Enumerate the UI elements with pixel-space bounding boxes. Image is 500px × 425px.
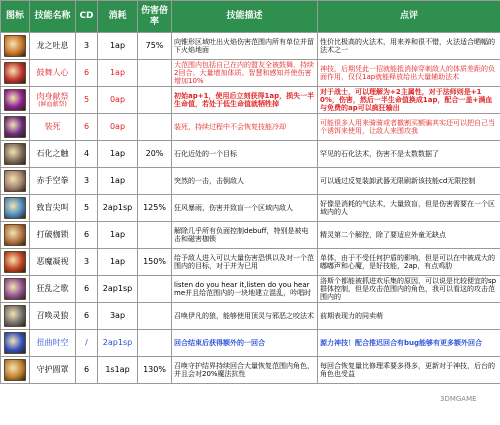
skill-name: 扭曲时空 <box>36 338 69 347</box>
col-cd-header: CD <box>76 1 98 33</box>
skill-description: 狂风暴雨，伤害并致盲一个区域内敌人 <box>172 195 318 222</box>
skill-description: 石化近处的一个目标 <box>172 141 318 168</box>
skill-multiplier: 20% <box>138 141 172 168</box>
skill-cd: 6 <box>76 60 98 87</box>
skill-icon <box>4 251 26 273</box>
skill-comment: 可能很多人用来骑骑或者撤割买额骗其实还可以把自己当个诱饵来使用，让敌人来围攻我 <box>318 114 500 141</box>
table-row <box>1 249 500 276</box>
skill-name-cell <box>30 114 76 141</box>
skill-icon-cell <box>1 114 30 141</box>
col-name-header: 技能名称 <box>30 1 76 33</box>
skill-comment: 精灵第二个解控，除了要适应外童无缺点 <box>318 222 500 249</box>
skill-icon-cell <box>1 87 30 114</box>
skill-cd: 6 <box>76 222 98 249</box>
col-comment-header: 点评 <box>318 1 500 33</box>
table-row <box>1 357 500 384</box>
skill-cd: 6 <box>76 276 98 303</box>
skill-cd: 5 <box>76 87 98 114</box>
skill-multiplier <box>138 168 172 195</box>
table-row <box>1 195 500 222</box>
watermark: 3DMGAME <box>440 395 477 403</box>
skill-cost: 1ap <box>98 222 138 249</box>
skill-description: 突然的一击，击倒敌人 <box>172 168 318 195</box>
skill-comment: 前期表现力的同卖萌 <box>318 303 500 330</box>
skill-name-cell <box>30 60 76 87</box>
skill-multiplier: 130% <box>138 357 172 384</box>
skill-cost: 1ap <box>98 249 138 276</box>
skill-description: 解除几乎所有负面控制debuff，特别是被电击和磁害枷锁 <box>172 222 318 249</box>
skill-name-cell <box>30 141 76 168</box>
skill-multiplier <box>138 60 172 87</box>
skill-icon-cell <box>1 60 30 87</box>
table-row <box>1 222 500 249</box>
skill-cd: 6 <box>76 114 98 141</box>
skill-name-cell <box>30 303 76 330</box>
skill-icon-cell <box>1 222 30 249</box>
skill-multiplier <box>138 276 172 303</box>
skill-cost: 2ap1sp <box>98 330 138 357</box>
skill-cd: 3 <box>76 249 98 276</box>
skill-name: 狂乱之歌 <box>36 284 69 293</box>
skill-name-cell <box>30 168 76 195</box>
skill-cd: / <box>76 330 98 357</box>
skill-comment: 源力神技！配合推迟回合有bug能够有更多额外回合 <box>318 330 500 357</box>
skill-alt-name: (鲜血献祭) <box>38 100 67 108</box>
skill-cd: 4 <box>76 141 98 168</box>
skill-name: 召唤灵狼 <box>36 311 69 320</box>
skill-cost: 1ap <box>98 141 138 168</box>
table-row <box>1 276 500 303</box>
skill-name-cell <box>30 330 76 357</box>
skill-comment: 好像是消耗的气法术，大量致盲，但是伤害需要在一个区域内的人 <box>318 195 500 222</box>
skill-comment: 神技，后期凭此一招就能抵消掉穿刺敌人的体质差距的负面作用，仅仅1ap就能释放给出大量辅助法术 <box>318 60 500 87</box>
skill-name-cell <box>30 87 76 114</box>
skill-name: 致盲尖叫 <box>36 203 69 212</box>
skill-comment: 性价比极高的火法术，用来养和很不错，火法适合晒幅的法术之一 <box>318 33 500 60</box>
skill-multiplier <box>138 222 172 249</box>
skill-name: 装死 <box>44 122 61 131</box>
table-row <box>1 87 500 114</box>
skill-icon <box>4 305 26 327</box>
skill-icon-cell <box>1 276 30 303</box>
skill-cost: 2ap1sp <box>98 276 138 303</box>
skill-name-cell <box>30 195 76 222</box>
skill-multiplier: 125% <box>138 195 172 222</box>
skill-name-cell <box>30 357 76 384</box>
skill-description: 给予敌人进入可以大量伤害恐惧以及对一个范围内的目标，对于并为已用 <box>172 249 318 276</box>
table-row <box>1 303 500 330</box>
skill-icon-cell <box>1 168 30 195</box>
skill-icon-cell <box>1 141 30 168</box>
skill-multiplier: 150% <box>138 249 172 276</box>
skill-icon <box>4 170 26 192</box>
skill-cd: 3 <box>76 33 98 60</box>
skill-name-cell <box>30 276 76 303</box>
skill-icon <box>4 35 26 57</box>
skill-name-cell <box>30 33 76 60</box>
skill-description: 大范围内包括自己在内的盟友全被鼓舞，持续2回合。大量增加体质、智慧和感知并使伤害增加10% <box>172 60 318 87</box>
skill-icon <box>4 143 26 165</box>
skill-multiplier: 75% <box>138 33 172 60</box>
skill-multiplier <box>138 87 172 114</box>
skill-icon-cell <box>1 249 30 276</box>
skill-name: 鼓舞人心 <box>36 68 69 77</box>
skill-cost: 1s1ap <box>98 357 138 384</box>
skill-icon-cell <box>1 33 30 60</box>
skill-icon-cell <box>1 303 30 330</box>
skill-icon <box>4 197 26 219</box>
skill-cost: 1ap <box>98 60 138 87</box>
skill-cost: 0ap <box>98 87 138 114</box>
skill-name: 石化之触 <box>36 149 69 158</box>
skill-name-cell <box>30 222 76 249</box>
skill-comment: 可以通过反复装卸武器无限刷新该技能cd无限控制 <box>318 168 500 195</box>
skill-icon <box>4 332 26 354</box>
skill-description: listen do you hear it,listen do you hear me并且给范围内的一块地建立混乱，吟唱时 <box>172 276 318 303</box>
skill-description: 召唤伊凡的狼，能够使用顶灵与邪恶之咬法术 <box>172 303 318 330</box>
skill-icon-cell <box>1 330 30 357</box>
skill-icon <box>4 278 26 300</box>
skill-icon-cell <box>1 195 30 222</box>
skill-description: 初始ap+1，使用后立刻获得1ap，损失一半生命值，若处于低生命值就牺牲掉 <box>172 87 318 114</box>
skill-comment: 洛斯个都能被抓进欢乐集的原因，可以说是比较便宜的sp群体控制，但是攻击范围内的角色，我可以看这的攻击范围内的 <box>318 276 500 303</box>
skill-cost: 1ap <box>98 168 138 195</box>
skill-cost: 1ap <box>98 33 138 60</box>
skill-name: 打破枷锁 <box>36 230 69 239</box>
skill-icon <box>4 224 26 246</box>
col-mult-header: 伤害倍率 <box>138 1 172 33</box>
skill-comment: 每回合恢复量比修理乖要多得多，更新对于神技，后台的角色也受益 <box>318 357 500 384</box>
skill-icon-cell <box>1 357 30 384</box>
table-row <box>1 33 500 60</box>
table-row <box>1 168 500 195</box>
skill-multiplier <box>138 303 172 330</box>
col-cost-header: 消耗 <box>98 1 138 33</box>
skill-name: 龙之吐息 <box>36 41 69 50</box>
skill-comment: 对于战士，可以理解为+2主属性，对于法师则是+10%，伤害，然后一半生命值换成1ap，配合一盖+满血与免费的ap可以疯狂输出 <box>318 87 500 114</box>
skill-cost: 3ap <box>98 303 138 330</box>
skill-multiplier <box>138 330 172 357</box>
skill-name: 肉身献祭 <box>36 91 69 101</box>
table-row <box>1 141 500 168</box>
skill-icon <box>4 89 26 111</box>
skill-name: 恶魔凝视 <box>36 257 69 266</box>
skill-icon <box>4 116 26 138</box>
skill-name: 守护圆罩 <box>36 365 69 374</box>
table-row <box>1 114 500 141</box>
skill-cd: 3 <box>76 168 98 195</box>
skill-description: 召唤守护结界持续回合大量恢复范围内角色，并且会对20%魔法抗性 <box>172 357 318 384</box>
skill-multiplier <box>138 114 172 141</box>
skill-icon <box>4 62 26 84</box>
col-desc-header: 技能描述 <box>172 1 318 33</box>
skill-description: 装死，持续过程中不会恢复技能冷却 <box>172 114 318 141</box>
skill-description: 向锥形区域吐出火焰伤害范围内所有单位并留下火焰地面 <box>172 33 318 60</box>
skill-cd: 6 <box>76 303 98 330</box>
skill-cd: 5 <box>76 195 98 222</box>
skill-comment: 单体，由于不受任何护盾的影响，但是可以在中被成大的嘟嘟声和心魔，是好技能，2ap，有点鸡肋 <box>318 249 500 276</box>
skill-icon <box>4 359 26 381</box>
col-icon-header: 图标 <box>1 1 30 33</box>
header-row <box>1 1 500 33</box>
skill-name: 赤手空拳 <box>36 176 69 185</box>
skill-cost: 0ap <box>98 114 138 141</box>
skill-cost: 2ap1sp <box>98 195 138 222</box>
table-row <box>1 60 500 87</box>
skill-cd: 6 <box>76 357 98 384</box>
skill-comment: 罕见的石化法术，伤害不是太数数据了 <box>318 141 500 168</box>
skill-name-cell <box>30 249 76 276</box>
skill-description: 回合结束后获得额外的一回合 <box>172 330 318 357</box>
table-row <box>1 330 500 357</box>
